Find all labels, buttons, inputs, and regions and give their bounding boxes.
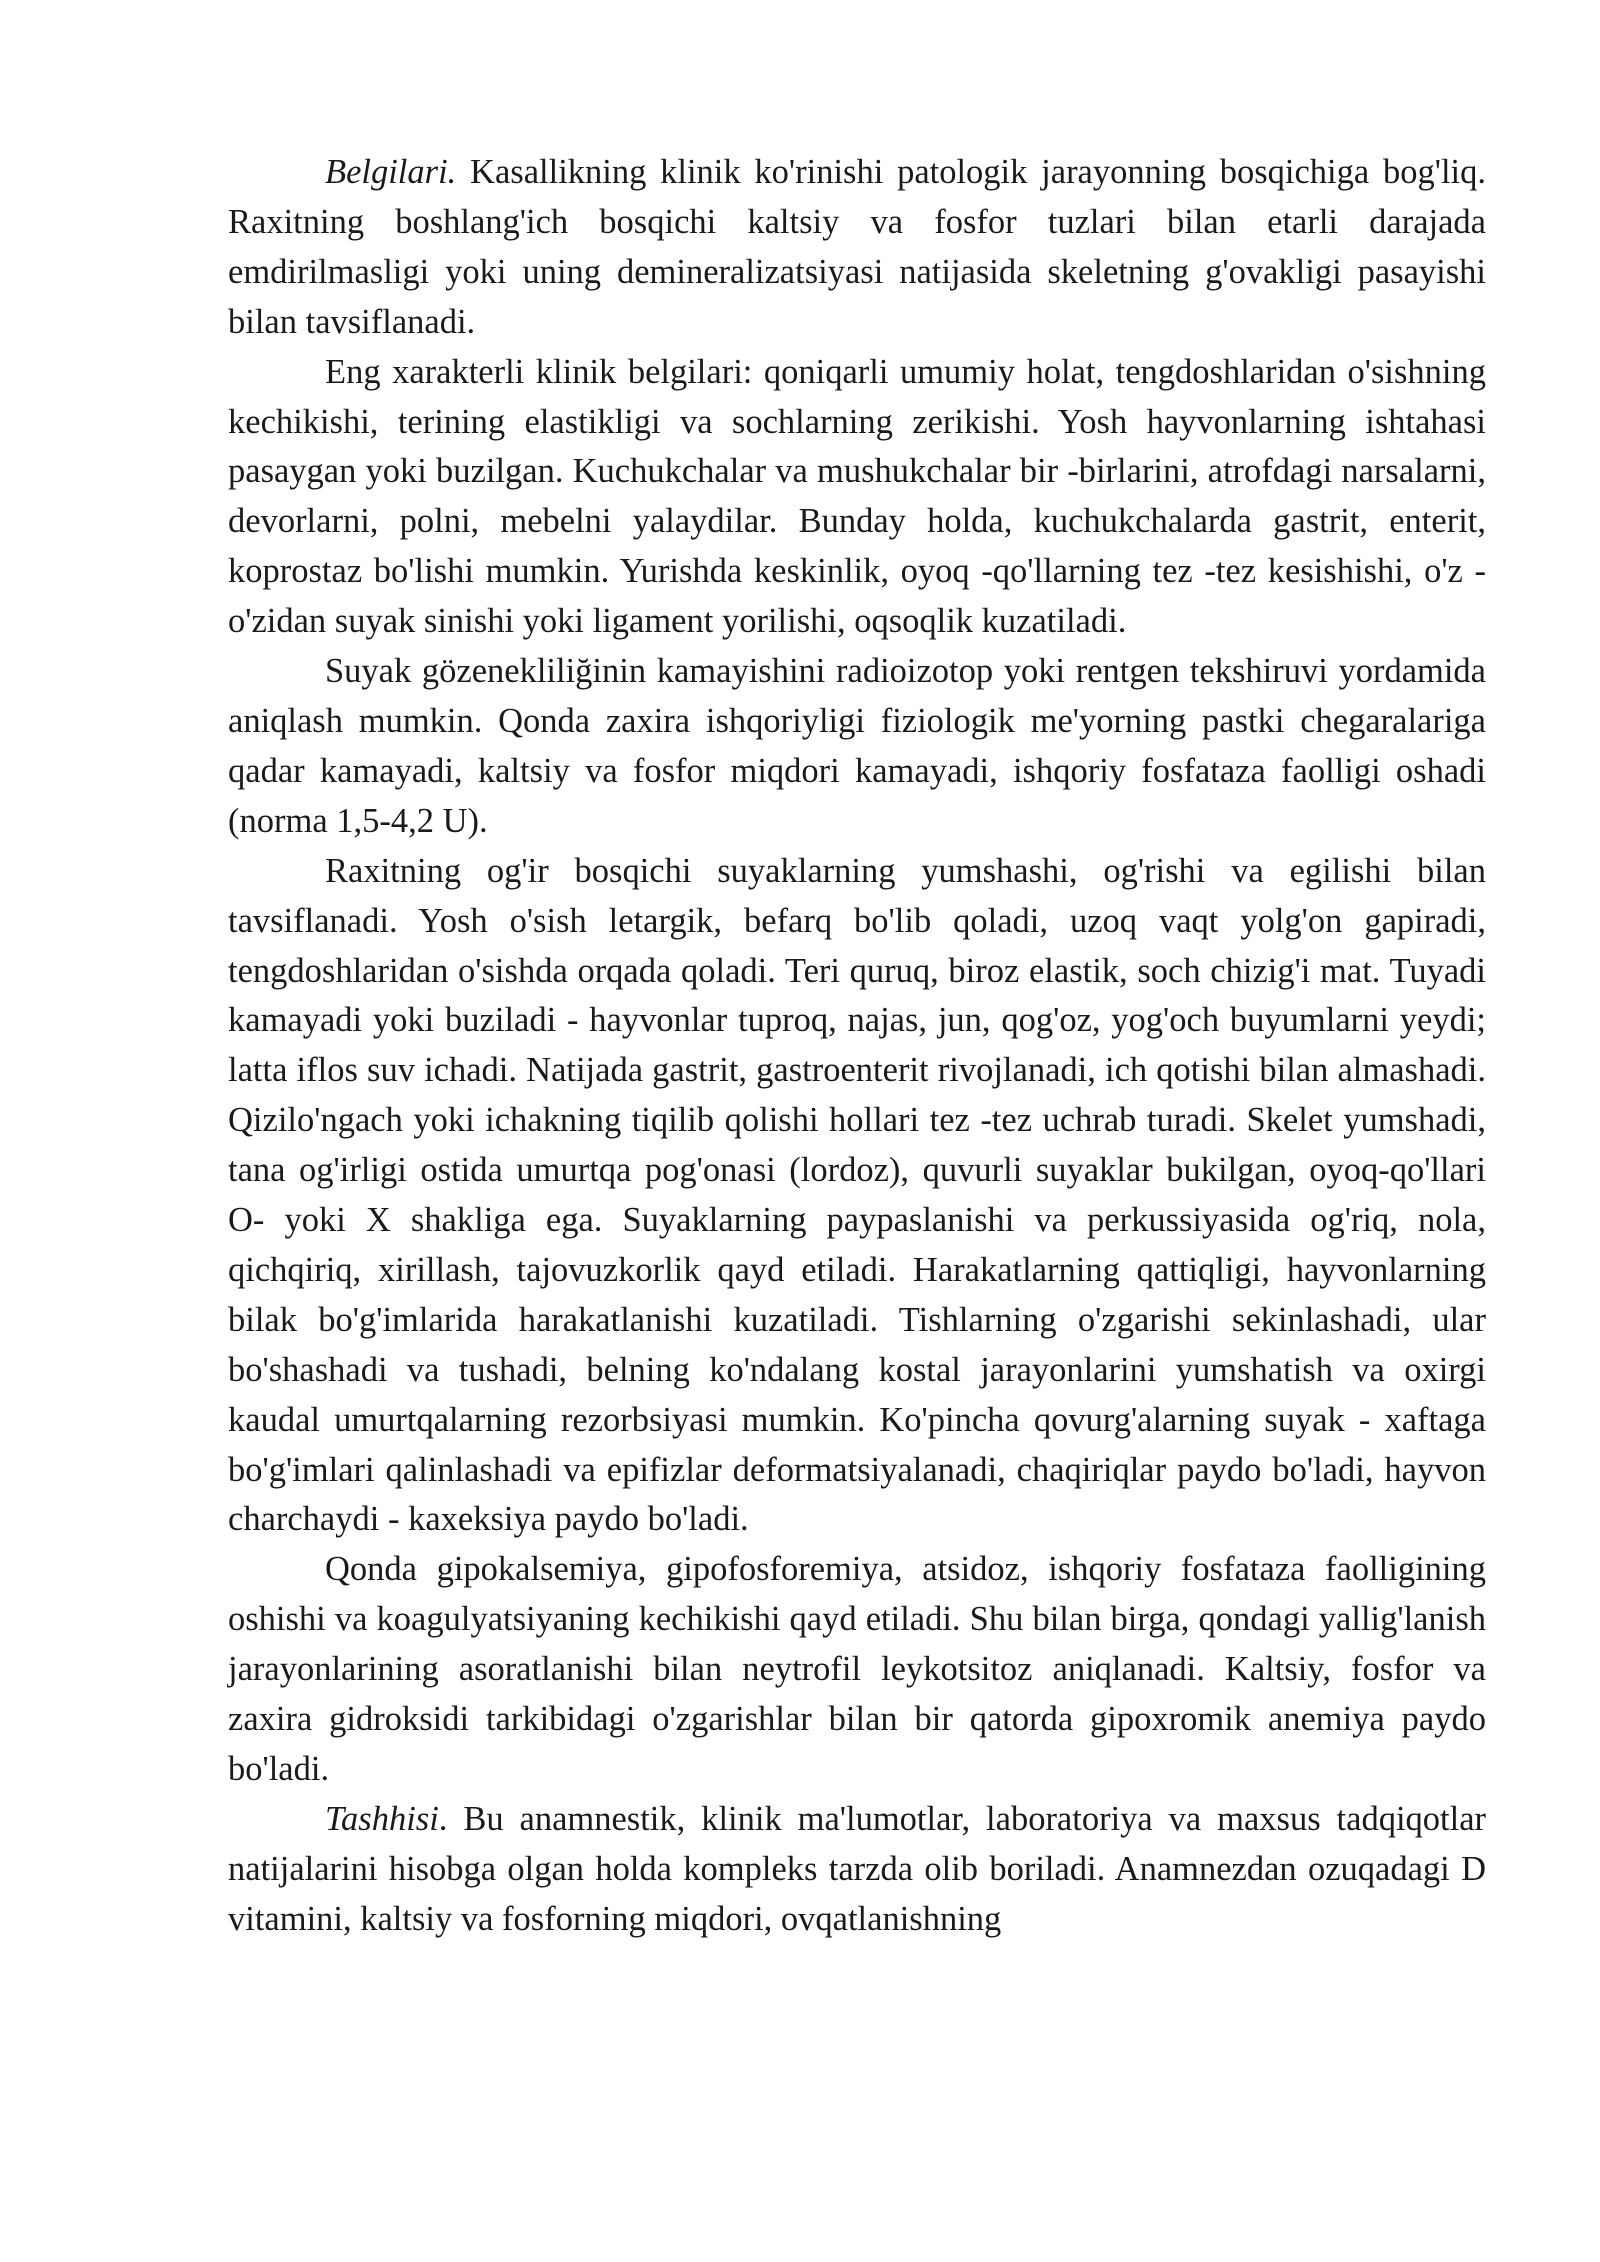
paragraph-symptoms-intro [228, 148, 1486, 348]
paragraph-text: Kasallikning klinik ko'rinishi patologik jarayonning bosqichiga bog'liq. Raxitning boshlang'ich bosqichi kaltsiy va fosfor tuzlari bilan etarli darajada emdirilmasligi yoki uning demineralizatsiyasi natijasida skeletning g'ovakligi pasayishi bilan tavsiflanadi. [228, 153, 1486, 341]
paragraph-clinical-signs [228, 348, 1486, 647]
paragraph-diagnosis [228, 1795, 1486, 1945]
paragraph-bone-porosity [228, 647, 1486, 847]
section-heading-tashhisi: Tashhisi [325, 1799, 439, 1838]
paragraph-text: Raxitning og'ir bosqichi suyaklarning yumshashi, og'rishi va egilishi bilan tavsiflanadi. Yosh o'sish letargik, befarq bo'lib qoladi, uzoq vaqt yolg'on gapiradi, tengdoshlaridan o'sishda orqada qoladi. Teri quruq, biroz elastik, soch chizig'i mat. Tuyadi kamayadi yoki buziladi - hayvonlar tuproq, najas, jun, qog'oz, yog'och buyumlarni yeydi; latta iflos suv ichadi. Natijada gastrit, gastroenterit rivojlanadi, ich qotishi bilan almashadi. Qizilo'ngach yoki ichakning tiqilib qolishi hollari tez -tez uchrab turadi. Skelet yumshadi, tana og'irligi ostida umurtqa pog'onasi (lordoz), quvurli suyaklar bukilgan, oyoq-qo'llari O- yoki X shakliga ega. Suyaklarning paypaslanishi va perkussiyasida og'riq, nola, qichqiriq, xirillash, tajovuzkorlik qayd etiladi. Harakatlarning qattiqligi, hayvonlarning bilak bo'g'imlarida harakatlanishi kuzatiladi. Tishlarning o'zgarishi sekinlashadi, ular bo'shashadi va tushadi, belning ko'ndalang kostal jarayonlarini yumshatish va oxirgi kaudal umurtqalarning rezorbsiyasi mumkin. Ko'pincha qovurg'alarning suyak - xaftaga bo'g'imlari qalinlashadi va epifizlar deformatsiyalanadi, chaqiriqlar paydo bo'ladi, hayvon charchaydi - kaxeksiya paydo bo'ladi. [228, 851, 1486, 1539]
paragraph-text: Qonda gipokalsemiya, gipofosforemiya, atsidoz, ishqoriy fosfataza faolligining oshishi va koagulyatsiyaning kechikishi qayd etiladi. Shu bilan birga, qondagi yallig'lanish jarayonlarining asoratlanishi bilan neytrofil leykotsitoz aniqlanadi. Kaltsiy, fosfor va zaxira gidroksidi tarkibidagi o'zgarishlar bilan bir qatorda gipoxromik anemiya paydo bo'ladi. [228, 1550, 1486, 1788]
section-heading-belgilari: Belgilari. [325, 153, 457, 191]
paragraph-text: . Bu anamnestik, klinik ma'lumotlar, laboratoriya va maxsus tadqiqotlar natijalarini hisobga olgan holda kompleks tarzda olib boriladi. Anamnezdan ozuqadagi D vitamini, kaltsiy va fosforning miqdori, ovqatlanishning [228, 1799, 1486, 1938]
paragraph-text: Eng xarakterli klinik belgilari: qoniqarli umumiy holat, tengdoshlaridan o'sishning kechikishi, terining elastikligi va sochlarning zerikishi. Yosh hayvonlarning ishtahasi pasaygan yoki buzilgan. Kuchukchalar va mushukchalar bir -birlarini, atrofdagi narsalarni, devorlarni, polni, mebelni yalaydilar. Bunday holda, kuchukchalarda gastrit, enterit, koprostaz bo'lishi mumkin. Yurishda keskinlik, oyoq -qo'llarning tez -tez kesishishi, o'z -o'zidan suyak sinishi yoki ligament yorilishi, oqsoqlik kuzatiladi. [228, 352, 1486, 641]
paragraph-text: Suyak gözenekliliğinin kamayishini radioizotop yoki rentgen tekshiruvi yordamida aniqlash mumkin. Qonda zaxira ishqoriyligi fiziologik me'yorning pastki chegaralariga qadar kamayadi, kaltsiy va fosfor miqdori kamayadi, ishqoriy fosfataza faolligi oshadi (norma 1,5-4,2 U). [228, 652, 1486, 840]
paragraph-blood-findings [228, 1545, 1486, 1795]
document-page [228, 148, 1486, 1945]
paragraph-severe-stage [228, 847, 1486, 1546]
